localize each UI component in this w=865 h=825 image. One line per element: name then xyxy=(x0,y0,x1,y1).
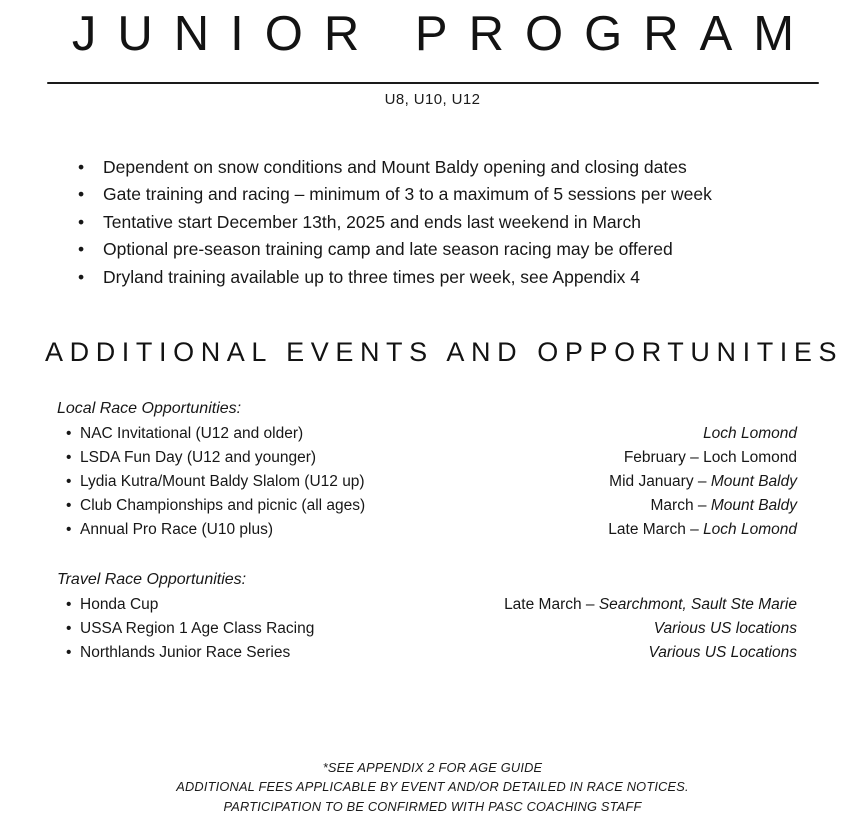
title-underline xyxy=(47,82,819,84)
event-venue: Mount Baldy xyxy=(710,473,797,491)
local-race-opportunities-section xyxy=(57,398,797,542)
event-date: Late March – xyxy=(608,521,704,539)
age-groups-subtitle: U8, U10, U12 xyxy=(384,90,481,108)
document-header xyxy=(0,0,865,108)
program-detail-item: • Dependent on snow conditions and Mount Baldy opening and closing dates xyxy=(76,154,865,182)
event-venue: Various US Locations xyxy=(648,644,797,662)
event-row xyxy=(57,446,797,470)
local-race-label: Local Race Opportunities: xyxy=(57,400,242,418)
event-venue: Loch Lomond xyxy=(703,425,797,443)
travel-race-label: Travel Race Opportunities: xyxy=(57,571,247,589)
travel-race-opportunities-section xyxy=(57,569,797,665)
event-name: • NAC Invitational (U12 and older) xyxy=(57,422,303,446)
event-row xyxy=(57,518,797,542)
program-detail-item: • Gate training and racing – minimum of 3 to a maximum of 5 sessions per week xyxy=(76,181,865,209)
event-venue: Searchmont, Sault Ste Marie xyxy=(598,596,797,614)
footer-note-line: ADDITIONAL FEES APPLICABLE BY EVENT AND/OR DETAILED IN RACE NOTICES. xyxy=(176,779,689,794)
event-location xyxy=(649,641,797,665)
event-venue: Loch Lomond xyxy=(703,521,797,539)
event-location xyxy=(504,593,797,617)
event-date: March – xyxy=(650,497,711,515)
program-detail-item: • Tentative start December 13th, 2025 and ends last weekend in March xyxy=(76,209,865,237)
event-location xyxy=(624,446,797,470)
event-name: • Northlands Junior Race Series xyxy=(57,641,290,665)
event-row xyxy=(57,470,797,494)
program-detail-item: • Optional pre-season training camp and late season racing may be offered xyxy=(76,236,865,264)
event-location xyxy=(608,518,797,542)
event-name: • Honda Cup xyxy=(57,593,158,617)
event-row xyxy=(57,422,797,446)
additional-events-heading: ADDITIONAL EVENTS AND OPPORTUNITIES xyxy=(45,337,844,368)
event-date: February – Loch Lomond xyxy=(623,449,797,467)
event-name: • USSA Region 1 Age Class Racing xyxy=(57,617,314,641)
event-name: • LSDA Fun Day (U12 and younger) xyxy=(57,446,316,470)
program-detail-item: • Dryland training available up to three times per week, see Appendix 4 xyxy=(76,264,865,292)
event-name: • Club Championships and picnic (all ages) xyxy=(57,494,365,518)
event-venue: Mount Baldy xyxy=(710,497,797,515)
event-location xyxy=(703,422,797,446)
program-details-list xyxy=(0,154,865,292)
footer-note-line: PARTICIPATION TO BE CONFIRMED WITH PASC COACHING STAFF xyxy=(223,798,642,814)
event-date: Late March – xyxy=(504,596,599,614)
event-row xyxy=(57,494,797,518)
footer-notes xyxy=(0,758,865,817)
footer-note-line: *SEE APPENDIX 2 FOR AGE GUIDE xyxy=(322,759,543,775)
event-date: Mid January – xyxy=(609,473,711,491)
local-race-list xyxy=(57,422,797,542)
event-name: • Lydia Kutra/Mount Baldy Slalom (U12 up) xyxy=(57,470,365,494)
page-title: JUNIOR PROGRAM xyxy=(71,7,816,61)
event-venue: Various US locations xyxy=(653,620,797,638)
event-row xyxy=(57,593,797,617)
event-location xyxy=(609,470,797,494)
event-row xyxy=(57,617,797,641)
event-name: • Annual Pro Race (U10 plus) xyxy=(57,518,273,542)
travel-race-list xyxy=(57,593,797,665)
event-row xyxy=(57,641,797,665)
event-location xyxy=(654,617,797,641)
event-location xyxy=(651,494,797,518)
